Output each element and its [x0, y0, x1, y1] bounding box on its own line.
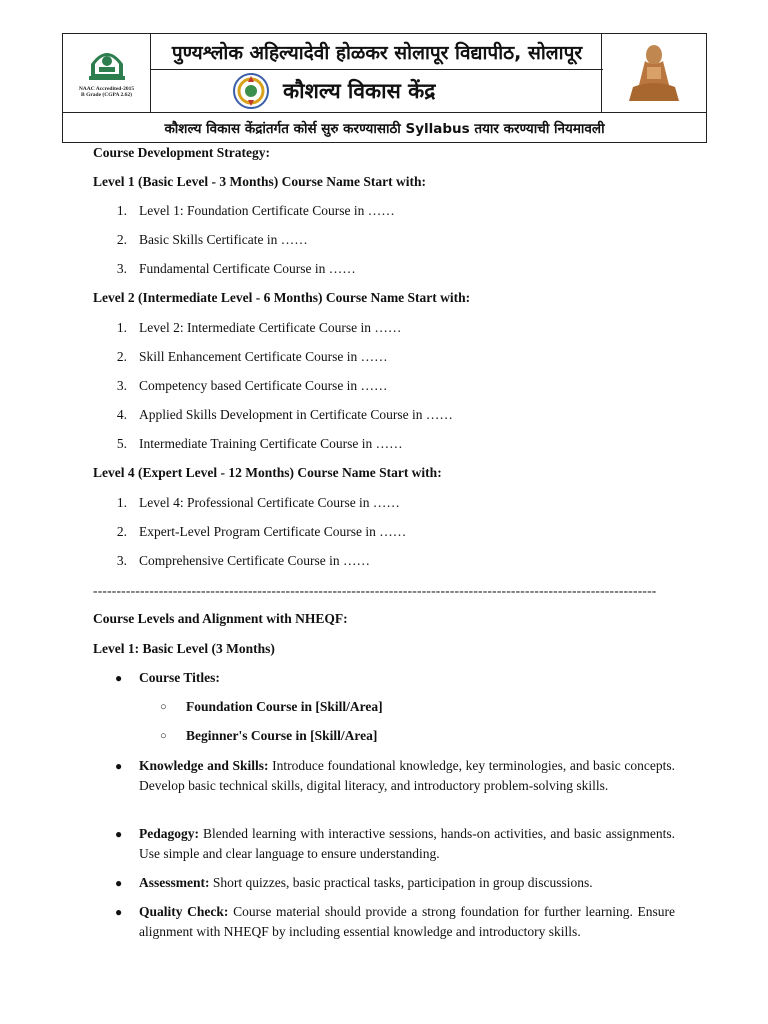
quality-text: Course material should provide a strong foundation for further learning. Ensure alignment with NHEQF by including essential knowledge and introductory skills. — [139, 904, 676, 939]
university-emblem-icon — [85, 44, 129, 82]
strategy-heading: Course Development Strategy: — [93, 145, 270, 160]
list-item: Comprehensive Certificate Course in …… — [139, 553, 370, 568]
list-number: 5. — [116, 436, 127, 451]
list-number: 1. — [116, 203, 127, 218]
circle-bullet-icon: ○ — [160, 701, 167, 713]
list-number: 2. — [116, 524, 127, 539]
list-number: 2. — [116, 349, 127, 364]
list-item: Skill Enhancement Certificate Course in …… — [139, 349, 388, 364]
quality-label: Quality Check: — [139, 904, 229, 919]
list-item: Intermediate Training Certificate Course in …… — [139, 436, 403, 451]
bullet-icon: ● — [115, 905, 123, 919]
list-item: Competency based Certificate Course in …… — [139, 378, 388, 393]
list-number: 4. — [116, 407, 127, 422]
list-item: Expert-Level Program Certificate Course in …… — [139, 524, 407, 539]
list-number: 1. — [116, 495, 127, 510]
list-number: 3. — [116, 261, 127, 276]
skill-centre-logo-icon — [227, 72, 275, 110]
centre-row — [151, 70, 603, 112]
list-number: 3. — [116, 378, 127, 393]
level1-heading: Level 1 (Basic Level - 3 Months) Course Name Start with: — [93, 174, 426, 189]
course-title-item: Beginner's Course in [Skill/Area] — [186, 728, 378, 743]
list-number: 2. — [116, 232, 127, 247]
list-item: Level 4: Professional Certificate Course in …… — [139, 495, 400, 510]
list-item: Applied Skills Development in Certificate Course in …… — [139, 407, 453, 422]
university-name: पुण्यश्लोक अहिल्यादेवी होळकर सोलापूर विद्यापीठ, सोलापूर — [151, 34, 603, 70]
assessment-label: Assessment: — [139, 875, 210, 890]
course-title-item: Foundation Course in [Skill/Area] — [186, 699, 383, 714]
statue-portrait-icon — [625, 41, 683, 105]
document-subtitle: कौशल्य विकास केंद्रांतर्गत कोर्स सुरु करण्यासाठी Syllabus तयार करण्याची नियमावली — [164, 121, 605, 137]
course-titles-label: Course Titles: — [139, 670, 220, 685]
knowledge-text: Introduce foundational knowledge, key terminologies, and basic concepts. Develop basic technical skills, digital literacy, and introductory problem-solving skills. — [139, 758, 675, 793]
pedagogy-label: Pedagogy: — [139, 826, 199, 841]
list-item: Basic Skills Certificate in …… — [139, 232, 308, 247]
assessment-text: Short quizzes, basic practical tasks, participation in group discussions. — [212, 875, 593, 890]
list-item: Level 2: Intermediate Certificate Course in …… — [139, 320, 402, 335]
knowledge-paragraph — [139, 756, 675, 795]
circle-bullet-icon: ○ — [160, 730, 167, 742]
assessment-paragraph — [139, 873, 675, 893]
accreditation-line-1: NAAC Accredited-2015 — [78, 86, 135, 92]
accreditation-line-2: B Grade (CGPA 2.62) — [81, 92, 132, 98]
knowledge-label: Knowledge and Skills: — [139, 758, 269, 773]
bullet-icon: ● — [115, 671, 123, 685]
list-number: 3. — [116, 553, 127, 568]
list-item: Fundamental Certificate Course in …… — [139, 261, 356, 276]
list-item: Level 1: Foundation Certificate Course in …… — [139, 203, 395, 218]
bullet-icon: ● — [115, 876, 123, 890]
bullet-icon: ● — [115, 827, 123, 841]
pedagogy-text: Blended learning with interactive sessions, hands-on activities, and basic assignments. Use simple and clear language to ensure understanding. — [139, 826, 675, 861]
bullet-icon: ● — [115, 759, 123, 773]
quality-paragraph — [139, 902, 675, 941]
list-number: 1. — [116, 320, 127, 335]
pedagogy-paragraph — [139, 824, 675, 863]
section-separator: ------------------------------------------------------------------------------------------------------------------------ — [93, 583, 657, 598]
statue-photo-cell — [601, 34, 706, 112]
title-area — [151, 34, 603, 112]
nheqf-heading: Course Levels and Alignment with NHEQF: — [93, 611, 348, 626]
level1-basic-heading: Level 1: Basic Level (3 Months) — [93, 641, 275, 656]
level2-heading: Level 2 (Intermediate Level - 6 Months) Course Name Start with: — [93, 290, 471, 305]
centre-name: कौशल्य विकास केंद्र — [283, 79, 436, 103]
level4-heading: Level 4 (Expert Level - 12 Months) Course Name Start with: — [93, 465, 442, 480]
document-header — [62, 33, 707, 143]
university-logo-cell — [63, 34, 151, 112]
